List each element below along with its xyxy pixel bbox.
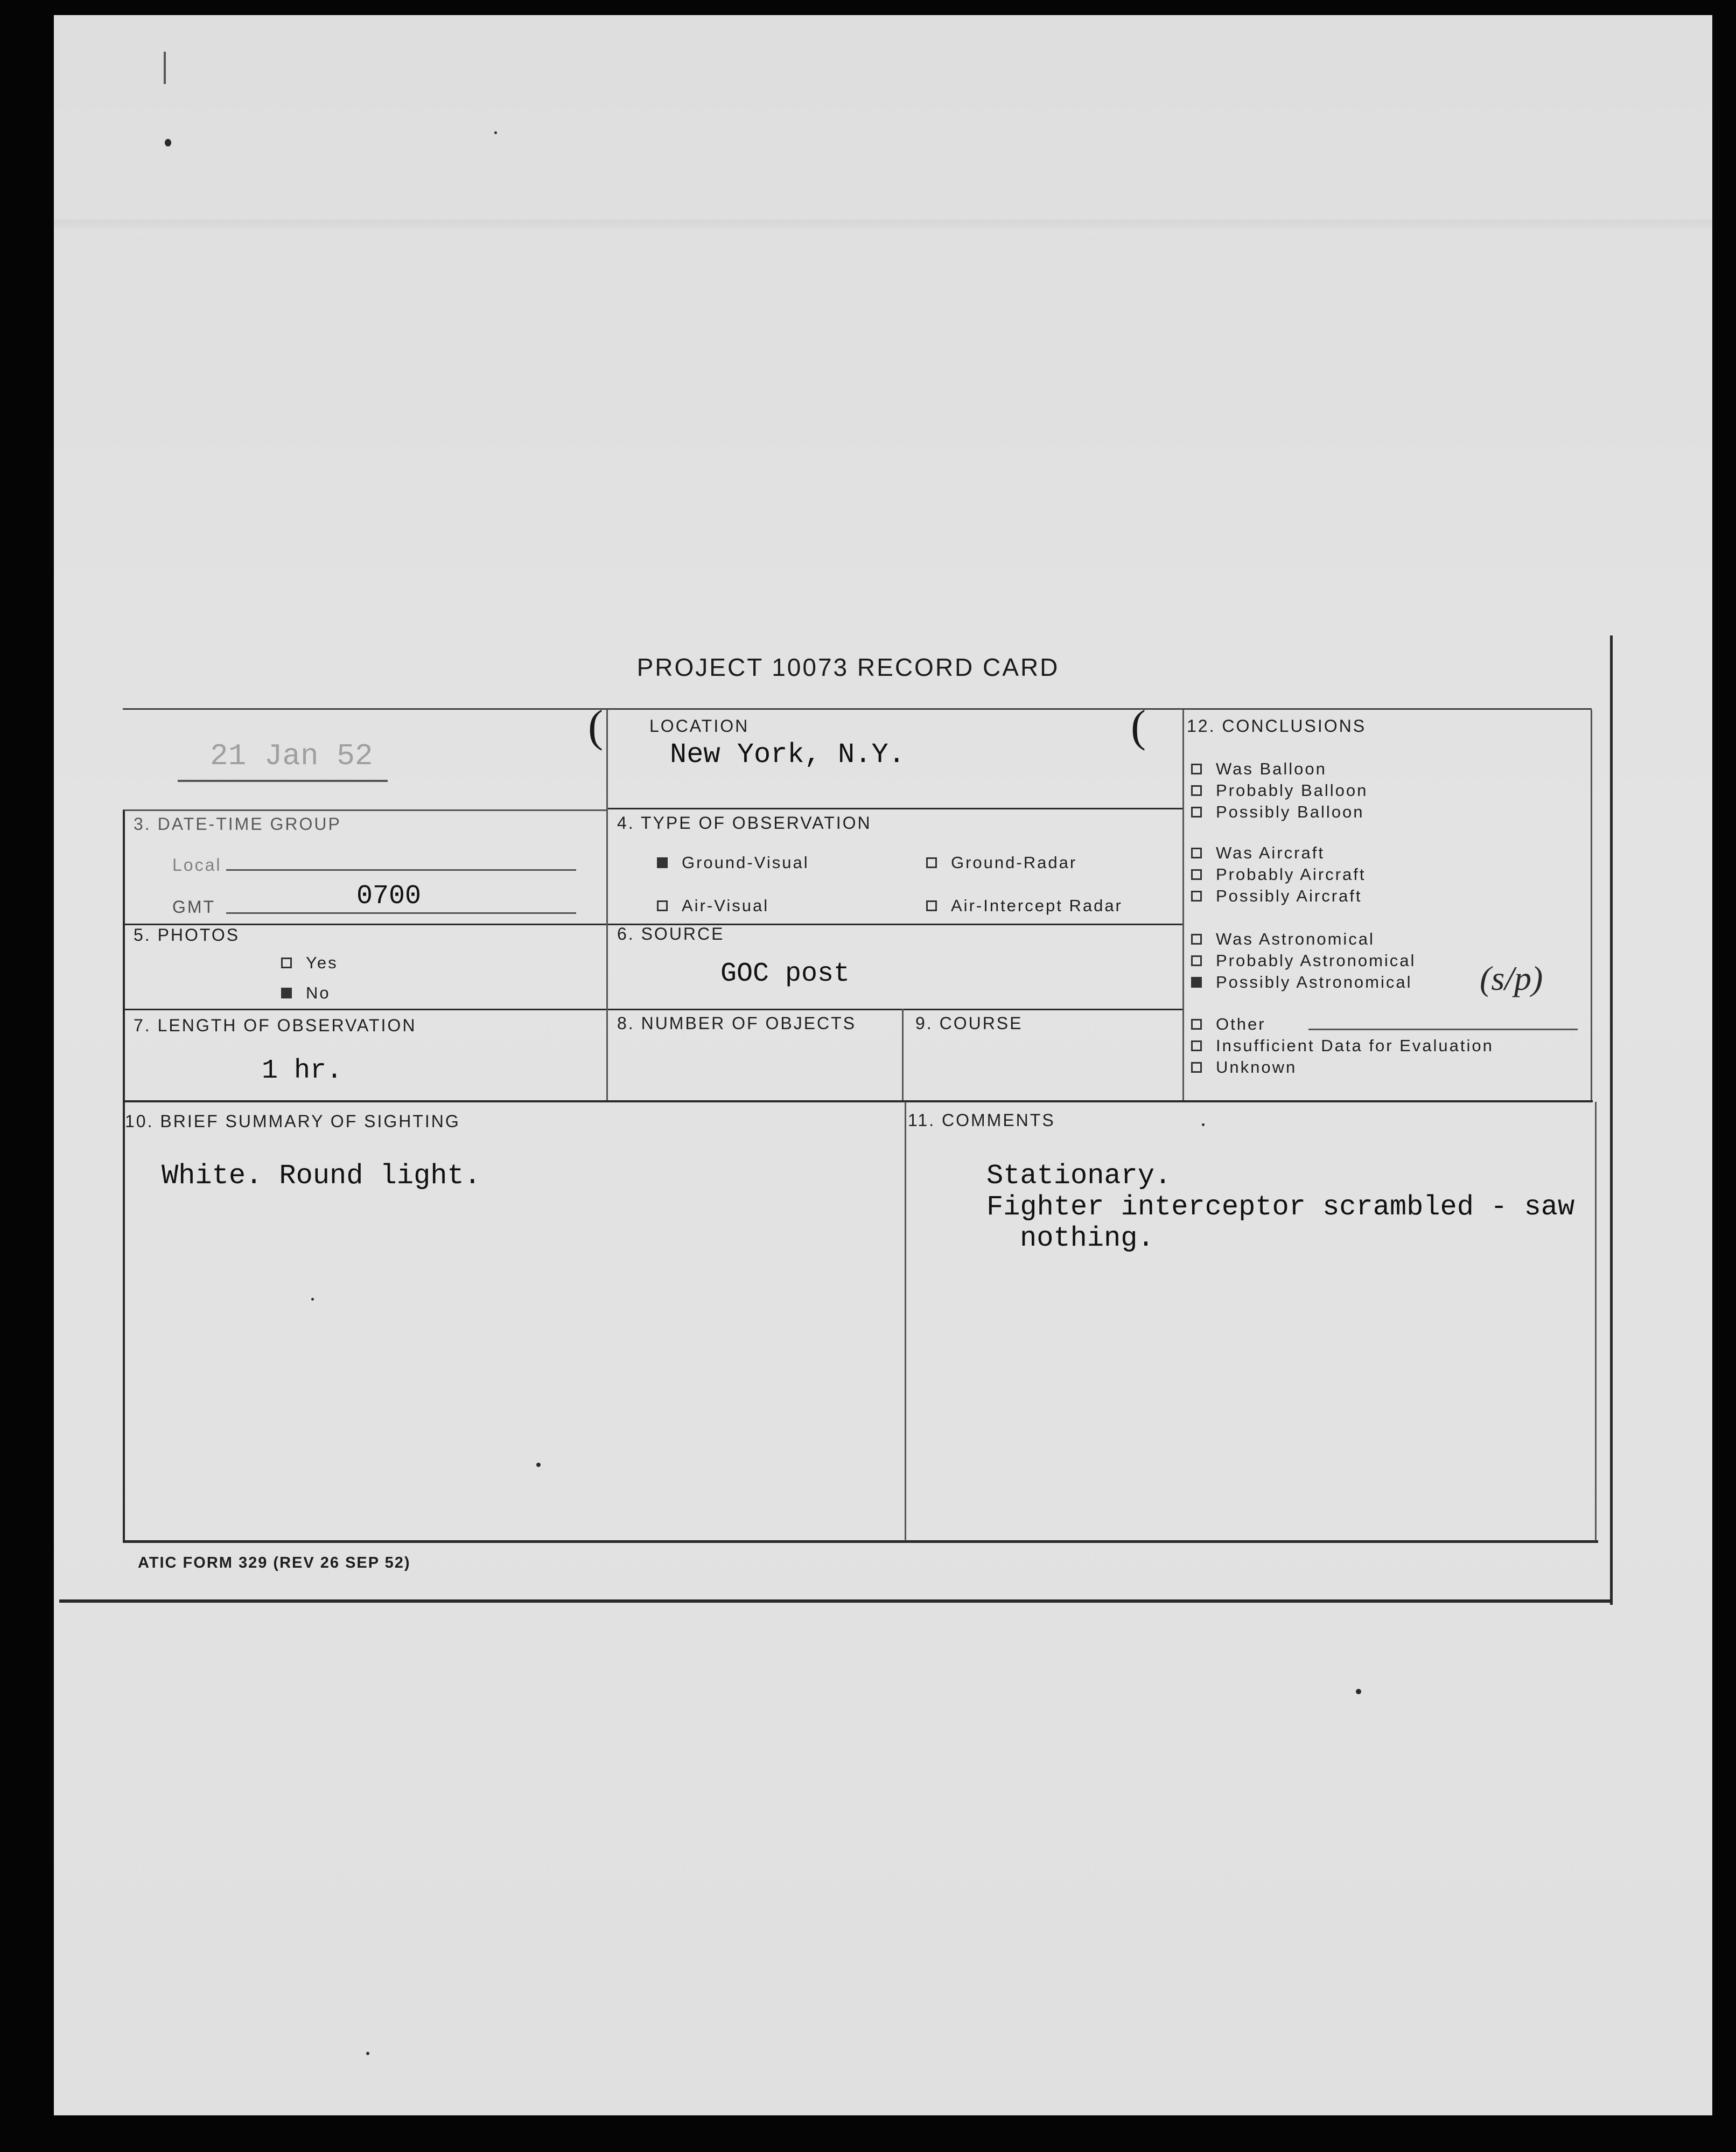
form-id: ATIC FORM 329 (REV 26 SEP 52): [138, 1554, 411, 1571]
checkbox-air-visual: [657, 900, 668, 911]
option-air-visual: Air-Visual: [657, 896, 769, 916]
location-label: LOCATION: [649, 716, 750, 736]
card-outer-rule: [1610, 635, 1613, 1605]
date-value: 21 Jan 52: [210, 739, 373, 773]
summary-label: 10. BRIEF SUMMARY OF SIGHTING: [125, 1112, 460, 1131]
checkbox-was-balloon: [1191, 764, 1202, 774]
local-label: Local: [172, 855, 222, 875]
checkbox-photos-no: [281, 988, 292, 998]
rule-under-photos: [123, 1009, 1184, 1010]
rule-under-length: [123, 1100, 1593, 1102]
checkbox-ground-visual: [657, 857, 668, 868]
course-label: 9. COURSE: [915, 1014, 1023, 1033]
conclusion-was-balloon: Was Balloon: [1191, 759, 1327, 779]
rule-under-location: [607, 808, 1184, 809]
comments-line-2: Fighter interceptor scrambled - saw: [986, 1191, 1575, 1223]
speck: [165, 139, 171, 146]
card-left-rule: [123, 811, 125, 1543]
length-value: 1 hr.: [262, 1056, 343, 1086]
speck: [1356, 1689, 1361, 1694]
gmt-label: GMT: [172, 897, 216, 917]
col-divider-comments: [905, 1102, 906, 1541]
conclusion-insufficient-data: Insufficient Data for Evaluation: [1191, 1036, 1494, 1056]
checkbox-probably-balloon: [1191, 785, 1202, 796]
checkbox-was-aircraft: [1191, 848, 1202, 858]
gmt-value: 0700: [356, 881, 422, 912]
location-value: New York, N.Y.: [670, 739, 905, 771]
comments-line-1: Stationary.: [986, 1160, 1172, 1192]
checkbox-unknown: [1191, 1062, 1202, 1073]
source-value: GOC post: [720, 959, 850, 989]
option-photos-no: No: [281, 983, 331, 1003]
conclusions-label: 12. CONCLUSIONS: [1187, 716, 1367, 736]
date-underline: [178, 780, 388, 782]
photos-label: 5. PHOTOS: [134, 925, 240, 945]
card-right-rule-bottom: [1595, 1102, 1597, 1541]
conclusion-other: Other: [1191, 1015, 1266, 1034]
col-divider-course: [902, 1009, 904, 1100]
handwritten-note: (s/p): [1480, 959, 1543, 997]
paren-right: (: [1131, 701, 1146, 751]
card-top-rule: [123, 708, 1592, 710]
conclusion-probably-astronomical: Probably Astronomical: [1191, 951, 1416, 970]
comments-line-3: nothing.: [1020, 1222, 1154, 1254]
option-ground-radar: Ground-Radar: [926, 853, 1077, 872]
checkbox-photos-yes: [281, 958, 292, 968]
checkbox-possibly-aircraft: [1191, 891, 1202, 902]
speck: [1202, 1123, 1205, 1126]
checkbox-probably-astronomical: [1191, 955, 1202, 966]
date-time-label: 3. DATE-TIME GROUP: [134, 814, 341, 834]
checkbox-other: [1191, 1019, 1202, 1030]
type-of-observation-label: 4. TYPE OF OBSERVATION: [617, 813, 872, 833]
card-bottom-rule: [123, 1540, 1598, 1543]
conclusion-probably-aircraft: Probably Aircraft: [1191, 865, 1366, 884]
speck: [536, 1463, 541, 1467]
checkbox-possibly-balloon: [1191, 807, 1202, 818]
checkbox-was-astronomical: [1191, 934, 1202, 945]
rule-under-date: [123, 809, 607, 811]
bottom-edge-rule: [59, 1599, 1610, 1603]
option-air-intercept-radar: Air-Intercept Radar: [926, 896, 1123, 916]
speck: [311, 1298, 314, 1301]
conclusion-probably-balloon: Probably Balloon: [1191, 781, 1368, 800]
comments-label: 11. COMMENTS: [908, 1110, 1055, 1130]
col-divider-1: [606, 710, 608, 1100]
conclusion-possibly-aircraft: Possibly Aircraft: [1191, 886, 1362, 906]
source-label: 6. SOURCE: [617, 924, 725, 944]
checkbox-insufficient-data: [1191, 1040, 1202, 1051]
summary-value: White. Round light.: [162, 1160, 481, 1192]
conclusion-unknown: Unknown: [1191, 1058, 1297, 1077]
checkbox-air-intercept-radar: [926, 900, 937, 911]
checkbox-ground-radar: [926, 857, 937, 868]
conclusion-possibly-balloon: Possibly Balloon: [1191, 802, 1364, 822]
paren-left: (: [588, 701, 603, 751]
col-divider-2: [1182, 710, 1184, 1100]
card-title: PROJECT 10073 RECORD CARD: [636, 653, 1060, 681]
page-fold-shadow: [54, 220, 1712, 234]
gmt-underline: [226, 912, 576, 914]
option-photos-yes: Yes: [281, 953, 338, 973]
conclusion-was-aircraft: Was Aircraft: [1191, 843, 1325, 863]
speck: [164, 52, 166, 84]
other-underline: [1308, 1029, 1578, 1030]
checkbox-possibly-astronomical: [1191, 977, 1202, 988]
length-label: 7. LENGTH OF OBSERVATION: [134, 1016, 417, 1035]
speck: [366, 2052, 369, 2055]
speck: [494, 131, 497, 134]
option-ground-visual: Ground-Visual: [657, 853, 809, 872]
local-underline: [226, 869, 576, 871]
conclusion-was-astronomical: Was Astronomical: [1191, 930, 1375, 949]
conclusion-possibly-astronomical: Possibly Astronomical: [1191, 973, 1412, 992]
checkbox-probably-aircraft: [1191, 869, 1202, 880]
objects-label: 8. NUMBER OF OBJECTS: [617, 1014, 857, 1033]
card-right-rule-top: [1591, 710, 1592, 1100]
